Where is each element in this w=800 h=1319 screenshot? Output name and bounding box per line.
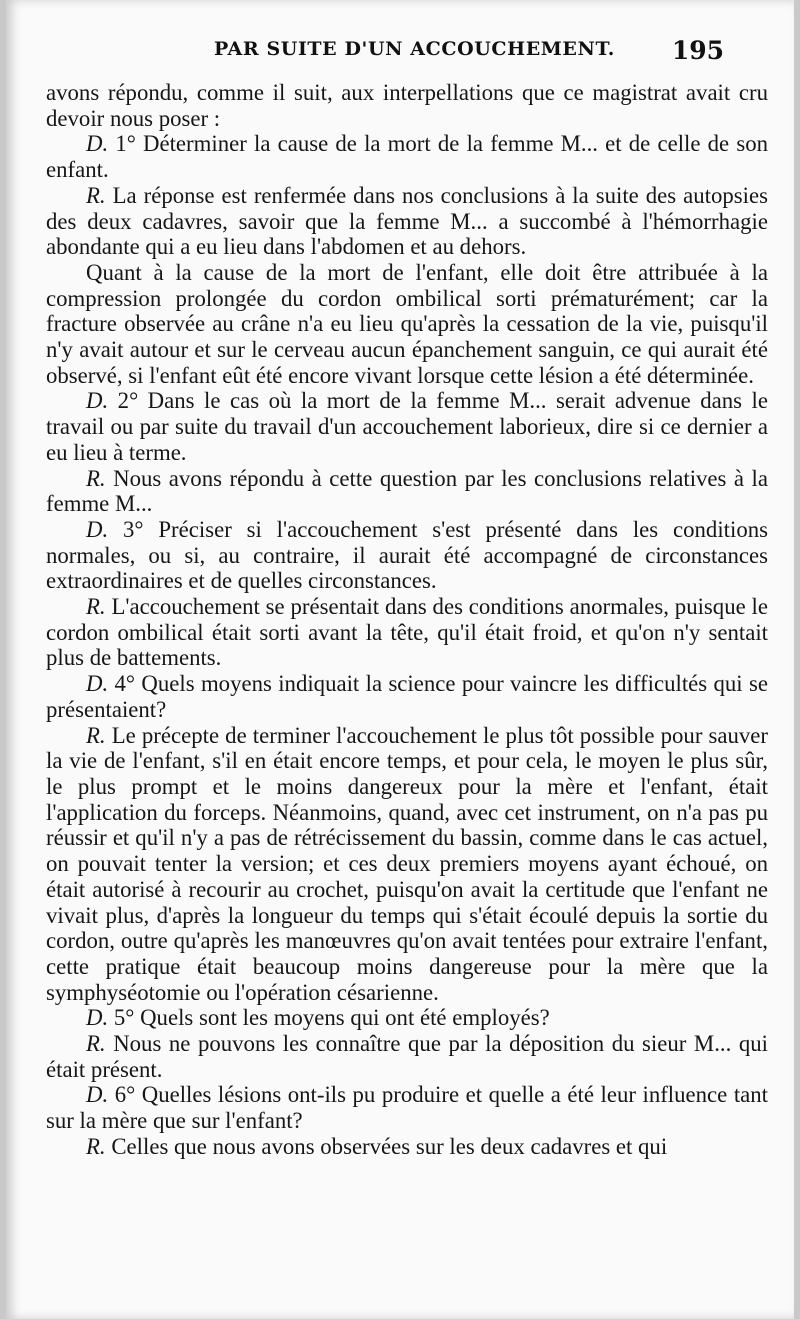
paragraph: R. Celles que nous avons observées sur les deux cadavres et qui — [86, 1133, 668, 1159]
page-header — [6, 36, 794, 66]
book-page — [6, 0, 794, 1319]
paragraph: Quant à la cause de la mort de l'enfant, elle doit être attribuée à la compression prolongée du cordon ombilical sorti prématurément; car la fracture observée au crâne n'a eu lieu qu'après la cessation de la vie, puisqu'il n'y avait autour et sur le cerveau aucun épanchement sanguin, ce qui aurait été observé, si l'enfant eût été encore vivant lorsque cette lésion a été déterminée. — [46, 259, 768, 388]
page-number: 195 — [671, 36, 724, 65]
body-text — [46, 80, 768, 1160]
paragraph: D. 1° Déterminer la cause de la mort de la femme M... et de celle de son enfant. — [46, 131, 768, 183]
paragraph: D. 2° Dans le cas où la mort de la femme M... serait advenue dans le travail ou par suite du travail d'un accouchement laborieux, dire si ce dernier a eu lieu à terme. — [46, 388, 768, 465]
paragraph: R. Nous avons répondu à cette question par les conclusions relatives à la femme M... — [46, 465, 768, 517]
paragraph: D. 3° Préciser si l'accouchement s'est présenté dans les conditions normales, ou si, au contraire, il aurait été accompagné de circonstances extraordinaires et de quelles circonstances. — [46, 516, 768, 594]
paragraph: avons répondu, comme il suit, aux interpellations que ce magistrat avait cru devoir nous poser : — [46, 80, 768, 131]
paragraph: R. Le précepte de terminer l'accouchement le plus tôt possible pour sauver la vie de l'enfant, s'il en était encore temps, et pour cela, le moyen le plus sûr, le plus prompt et le moins dangereux pour la mère et l'enfant, était l'application du forceps. Néanmoins, quand, avec cet instrument, on n'a pas pu réussir et qu'il n'y a pas de rétrécissement du bassin, comme dans le cas actuel, on pouvait tenter la version; et ces deux premiers moyens ayant échoué, on était autorisé à recourir au crochet, puisqu'on avait la certitude que l'enfant ne vivait plus, d'après la longueur du temps qui s'était écoulé depuis la sortie du cordon, outre qu'après les manœuvres qu'on avait tentées pour extraire l'enfant, cette pratique était beaucoup moins dangereuse pour la mère que la symphyséotomie ou l'opération césarienne. — [46, 722, 769, 1005]
paragraph: D. 4° Quels moyens indiquait la science pour vaincre les difficultés qui se présentaient? — [46, 671, 768, 722]
paragraph: R. L'accouchement se présentait dans des conditions anormales, puisque le cordon ombilical était sorti avant la tête, qu'il était froid, et qu'on n'y sentait plus de battements. — [46, 594, 768, 671]
paragraph: R. Nous ne pouvons les connaître que par la déposition du sieur M... qui était présent. — [46, 1031, 768, 1082]
paragraph: R. La réponse est renfermée dans nos conclusions à la suite des autopsies des deux cadavres, savoir que la femme M... a succombé à l'hémorrhagie abondante qui a eu lieu dans l'abdomen et au dehors. — [46, 182, 768, 260]
running-title: PAR SUITE D'UN ACCOUCHEMENT. — [214, 38, 615, 60]
paragraph: D. 6° Quelles lésions ont-ils pu produire et quelle a été leur influence tant sur la mère que sur l'enfant? — [46, 1082, 769, 1134]
paragraph: D. 5° Quels sont les moyens qui ont été employés? — [86, 1005, 550, 1031]
